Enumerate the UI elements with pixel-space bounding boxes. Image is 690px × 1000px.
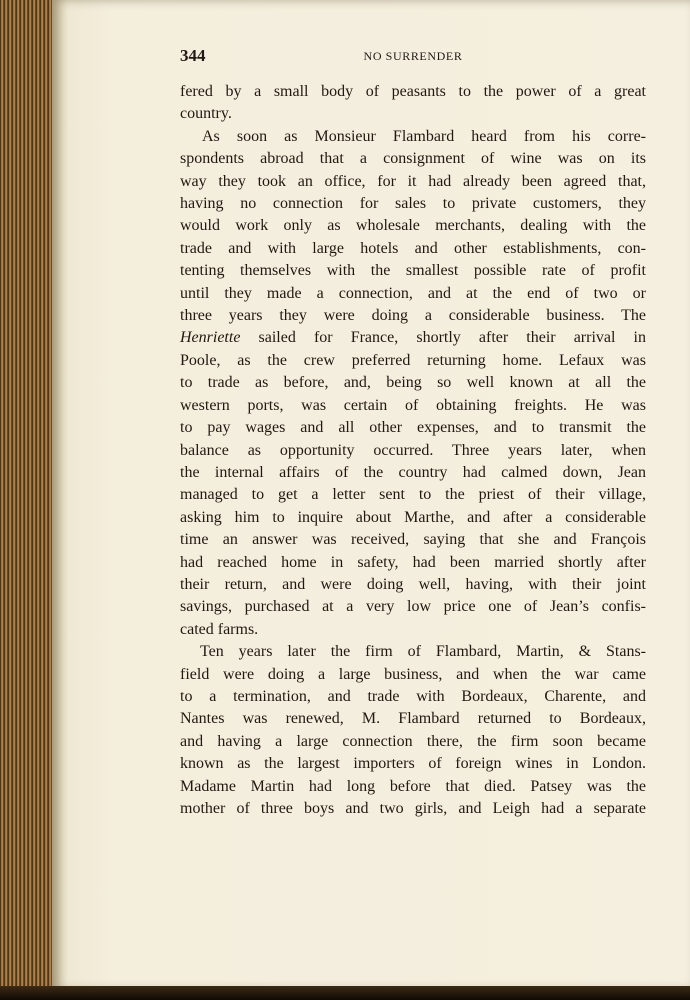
text-line: to pay wages and all other expenses, and to transmit the — [180, 419, 646, 437]
text-line: Nantes was renewed, M. Flambard returned to Bordeaux, — [180, 710, 646, 728]
page-bottom-shadow — [0, 986, 690, 1000]
text-line-rest: sailed for France, shortly after their arrival in — [258, 329, 647, 347]
text-line: field were doing a large business, and when the war came — [180, 665, 646, 683]
text-line: western ports, was certain of obtaining freights. He was — [180, 396, 646, 414]
page-number: 344 — [180, 46, 206, 65]
text-line: Madame Martin had long before that died. Patsey was the — [180, 777, 646, 795]
text-line: cated farms. — [180, 620, 259, 638]
text-line: Ten years later the firm of Flambard, Martin, & Stans- — [200, 643, 646, 661]
text-line: to a termination, and trade with Bordeaux, Charente, and — [180, 687, 646, 705]
text-line: managed to get a letter sent to the priest of their village, — [180, 486, 646, 504]
text-line: spondents abroad that a consignment of wine was on its — [180, 150, 646, 168]
text-line: their return, and were doing well, having, with their joint — [180, 575, 646, 593]
text-line: had reached home in safety, had been married shortly after — [180, 553, 646, 571]
text-line: balance as opportunity occurred. Three years later, when — [180, 441, 646, 459]
page-edges — [0, 0, 58, 1000]
text-line: until they made a connection, and at the end of two or — [180, 284, 646, 302]
text-line: savings, purchased at a very low price one of Jean’s confis- — [180, 598, 646, 616]
text-line: mother of three boys and two girls, and Leigh had a separate — [180, 800, 646, 817]
text-line: having no connection for sales to private customers, they — [180, 195, 646, 213]
ship-name: Henriette — [180, 329, 241, 347]
text-line: would work only as wholesale merchants, dealing with the — [180, 217, 646, 235]
text-line — [180, 327, 646, 349]
text-line: trade and with large hotels and other establishments, con- — [180, 239, 646, 257]
running-head: NO SURRENDER — [363, 49, 463, 63]
body-text — [180, 81, 646, 820]
text-line: known as the largest importers of foreign wines in London. — [180, 755, 646, 773]
page-header — [180, 46, 646, 70]
text-line: country. — [180, 105, 232, 123]
text-line: way they took an office, for it had already been agreed that, — [180, 172, 646, 190]
text-line: fered by a small body of peasants to the power of a great — [180, 83, 646, 100]
text-line: As soon as Monsieur Flambard heard from his corre- — [202, 127, 646, 145]
text-line: the internal affairs of the country had calmed down, Jean — [180, 463, 646, 481]
text-line: and having a large connection there, the firm soon became — [180, 732, 646, 750]
text-line: to trade as before, and, being so well known at all the — [180, 374, 646, 392]
text-line: time an answer was received, saying that she and François — [180, 531, 646, 549]
text-line: Poole, as the crew preferred returning home. Lefaux was — [180, 351, 646, 369]
text-line: tenting themselves with the smallest possible rate of profit — [180, 262, 646, 280]
text-line: three years they were doing a considerable business. The — [180, 307, 646, 325]
text-line: asking him to inquire about Marthe, and after a considerable — [180, 508, 646, 526]
